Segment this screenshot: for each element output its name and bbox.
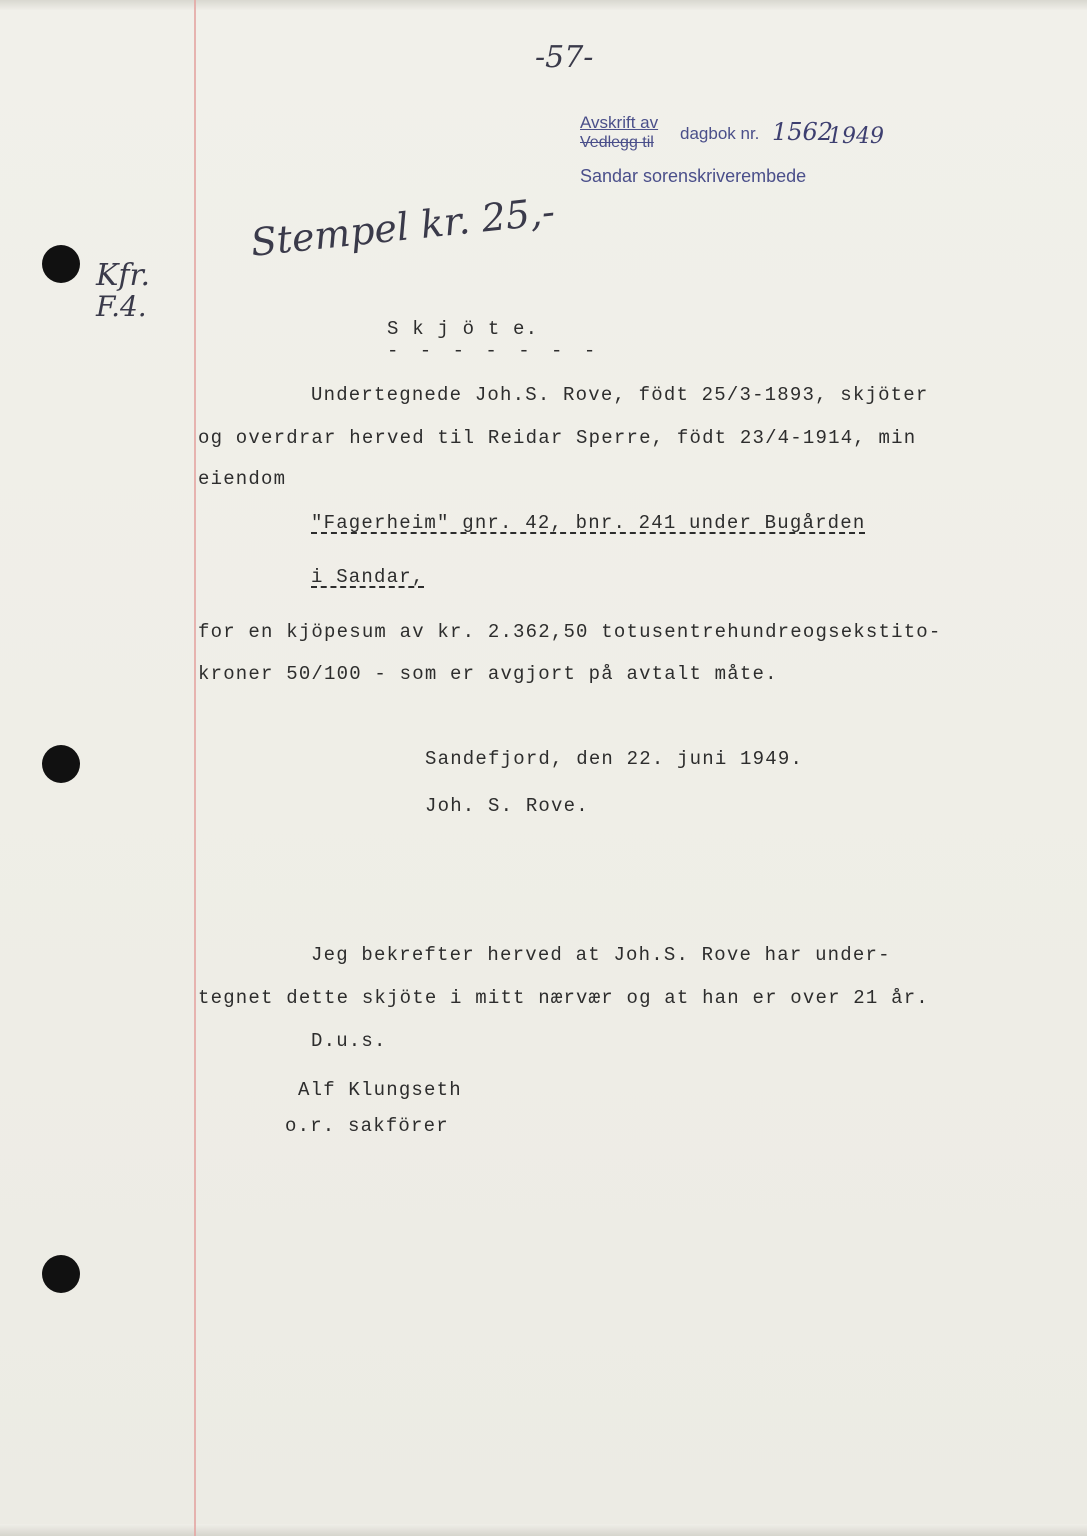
paragraph-1-line-2: og overdrar herved til Reidar Sperre, födt 23/4-1914, min [198, 427, 917, 449]
margin-line [194, 0, 196, 1536]
signature: Joh. S. Rove. [425, 795, 589, 817]
witness-line-3: D.u.s. [311, 1030, 387, 1052]
paragraph-1-line-3: eiendom [198, 468, 287, 490]
stamp-office: Sandar sorenskriverembede [580, 166, 807, 186]
handwritten-stempel: Stempel kr. 25,- [248, 189, 557, 265]
paragraph-2-line-2: kroner 50/100 - som er avgjort på avtalt måte. [198, 663, 778, 685]
page-top-edge [0, 0, 1087, 10]
witness-line-1: Jeg bekrefter herved at Joh.S. Rove har under- [311, 944, 891, 966]
margin-note-kfr: Kfr. [96, 258, 151, 293]
stamp-year: 1949 [828, 124, 884, 149]
punch-hole-middle [42, 745, 80, 783]
page-bottom-edge [0, 1524, 1087, 1536]
place-date: Sandefjord, den 22. juni 1949. [425, 748, 804, 770]
margin-note-f4: F.4. [96, 290, 147, 323]
punch-hole-top [42, 245, 80, 283]
document-title: S k j ö t e. [387, 318, 539, 340]
title-underline: - - - - - - - [387, 340, 601, 362]
stamp-dagbok-label: dagbok nr. [680, 124, 760, 143]
witness-title: o.r. sakförer [285, 1115, 449, 1137]
page-number: -57- [535, 40, 594, 75]
witness-line-2: tegnet dette skjöte i mitt nærvær og at han er over 21 år. [198, 987, 929, 1009]
paragraph-1-line-1: Undertegnede Joh.S. Rove, födt 25/3-1893, skjöter [311, 384, 929, 406]
punch-hole-bottom [42, 1255, 80, 1293]
stamp-dagbok-number: 1562 [772, 118, 834, 146]
property-line-2: i Sandar, [311, 566, 425, 588]
property-line-1: "Fagerheim" gnr. 42, bnr. 241 under Bugården [311, 512, 866, 534]
stamp-avskrift: Avskrift av [580, 113, 659, 132]
stamp-vedlegg: Vedlegg til [580, 134, 654, 151]
paragraph-2-line-1: for en kjöpesum av kr. 2.362,50 totusentrehundreogsekstito- [198, 621, 942, 643]
witness-name: Alf Klungseth [298, 1079, 462, 1101]
